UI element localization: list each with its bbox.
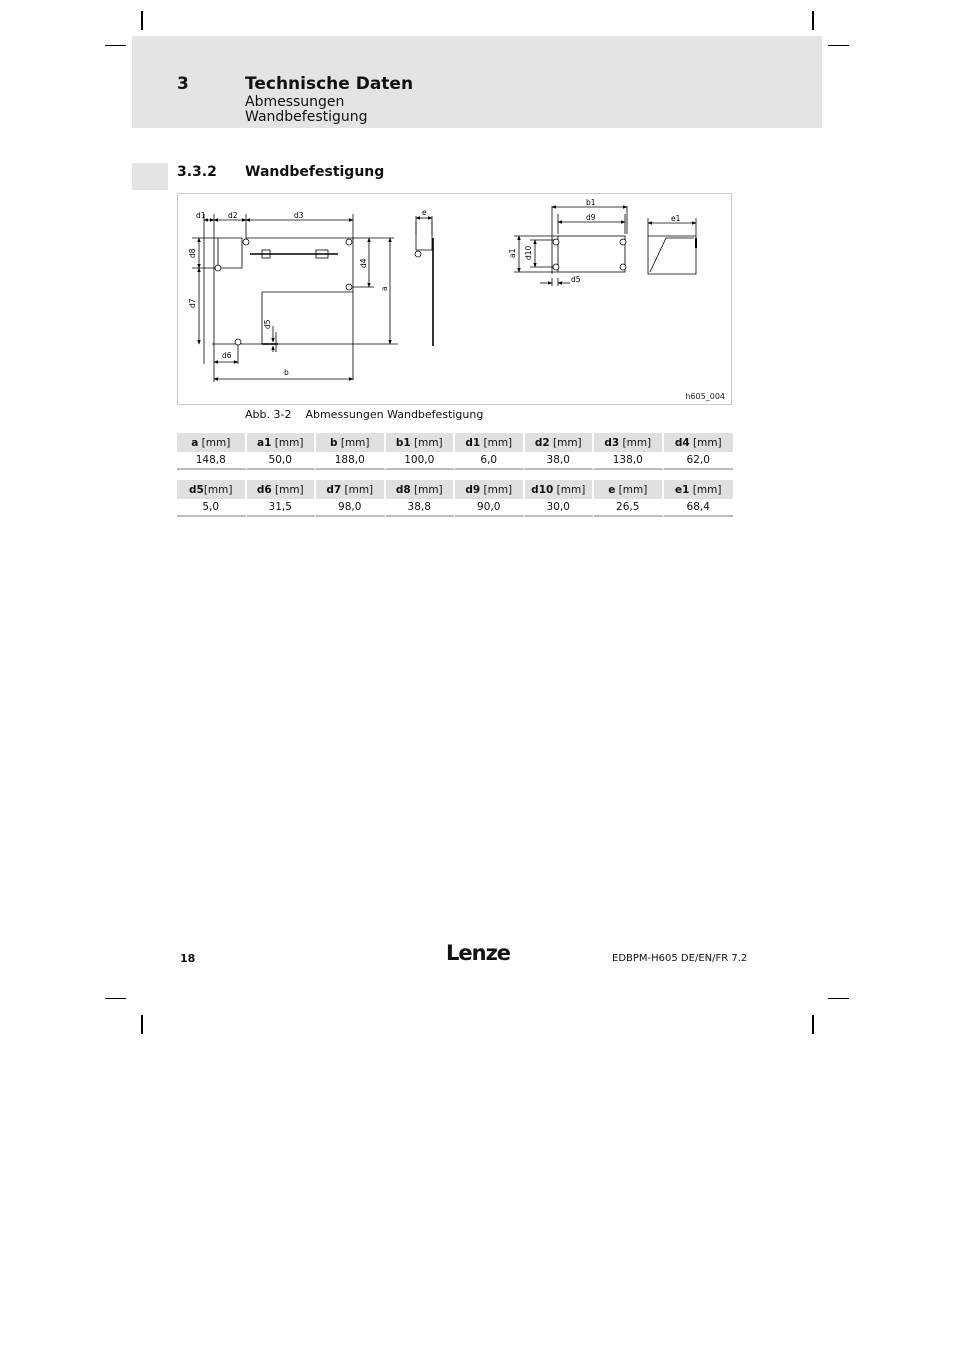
crop-mark xyxy=(812,1015,814,1034)
chapter-subtitle: Wandbefestigung xyxy=(245,109,368,125)
dim-label: a xyxy=(380,286,389,291)
chapter-subtitle: Abmessungen xyxy=(245,94,345,110)
crop-mark xyxy=(828,45,849,46)
dim-label: b xyxy=(284,368,289,377)
table-cell: 90,0 xyxy=(455,499,525,517)
dim-label: e xyxy=(422,208,427,217)
dim-label: d2 xyxy=(228,211,238,220)
table-row xyxy=(177,499,733,517)
dim-label: d8 xyxy=(188,248,197,258)
dimension-drawing xyxy=(177,193,732,405)
table-cell: 138,0 xyxy=(594,452,664,470)
table-header-cell: d3 [mm] xyxy=(594,433,664,452)
crop-mark xyxy=(105,998,126,999)
table-cell: 26,5 xyxy=(594,499,664,517)
table-header-row xyxy=(177,480,733,499)
table-row xyxy=(177,452,733,470)
crop-mark xyxy=(141,11,143,30)
table-header-cell: d1 [mm] xyxy=(455,433,525,452)
table-cell: 38,0 xyxy=(525,452,595,470)
lenze-logo: Lenze xyxy=(446,941,511,965)
table-cell: 6,0 xyxy=(455,452,525,470)
page-number: 18 xyxy=(180,952,196,965)
table-header-cell: d9 [mm] xyxy=(455,480,525,499)
dim-label: d9 xyxy=(586,213,596,222)
figure-caption xyxy=(245,408,483,421)
table-header-cell: d10 [mm] xyxy=(525,480,595,499)
crop-mark xyxy=(812,11,814,30)
dim-label: d1 xyxy=(196,211,206,220)
table-cell: 98,0 xyxy=(316,499,386,517)
dim-label: d3 xyxy=(294,211,304,220)
dim-label: d4 xyxy=(359,258,368,268)
table-header-cell: d8 [mm] xyxy=(386,480,456,499)
chapter-number: 3 xyxy=(177,74,189,94)
table-header-cell: d2 [mm] xyxy=(525,433,595,452)
table-header-cell: a1 [mm] xyxy=(247,433,317,452)
figure-code: h605_004 xyxy=(685,392,725,401)
plate-notch xyxy=(218,238,242,268)
table-header-cell: d6 [mm] xyxy=(247,480,317,499)
section-title: Wandbefestigung xyxy=(245,164,385,180)
table-header-cell: e1 [mm] xyxy=(664,480,734,499)
table-cell: 31,5 xyxy=(247,499,317,517)
dim-label: d6 xyxy=(222,351,232,360)
document-id: EDBPM-H605 DE/EN/FR 7.2 xyxy=(612,953,748,964)
chapter-title: Technische Daten xyxy=(245,74,414,94)
table-header-row xyxy=(177,433,733,452)
crop-mark xyxy=(141,1015,143,1034)
table-header-cell: d5[mm] xyxy=(177,480,247,499)
section-tab xyxy=(132,163,168,190)
table-cell: 5,0 xyxy=(177,499,247,517)
dim-label: e1 xyxy=(671,214,681,223)
table-cell: 100,0 xyxy=(386,452,456,470)
table-cell: 38,8 xyxy=(386,499,456,517)
dimensions-table-2 xyxy=(177,480,733,517)
figure-caption-text: Abmessungen Wandbefestigung xyxy=(305,408,484,421)
crop-mark xyxy=(105,45,126,46)
dimension-drawing-svg xyxy=(178,194,733,406)
dimensions-table-1 xyxy=(177,433,733,470)
table-cell: 50,0 xyxy=(247,452,317,470)
figure-caption-number: Abb. 3-2 xyxy=(245,408,292,421)
table-header-cell: d4 [mm] xyxy=(664,433,734,452)
table-header-cell: b [mm] xyxy=(316,433,386,452)
dim-label: d7 xyxy=(188,298,197,308)
table-header-cell: e [mm] xyxy=(594,480,664,499)
table-cell: 68,4 xyxy=(664,499,734,517)
table-cell: 62,0 xyxy=(664,452,734,470)
dim-label: b1 xyxy=(586,198,596,207)
table-cell: 148,8 xyxy=(177,452,247,470)
table-header-cell: b1 [mm] xyxy=(386,433,456,452)
table-header-cell: a [mm] xyxy=(177,433,247,452)
chapter-header-band xyxy=(132,36,822,128)
crop-mark xyxy=(828,998,849,999)
section-number: 3.3.2 xyxy=(177,164,217,180)
dim-label: d5 xyxy=(571,275,581,284)
table-header-cell: d7 [mm] xyxy=(316,480,386,499)
dim-label: d5 xyxy=(263,319,272,329)
table-cell: 188,0 xyxy=(316,452,386,470)
table-cell: 30,0 xyxy=(525,499,595,517)
dim-label: d10 xyxy=(524,245,533,260)
dim-label: a1 xyxy=(508,248,517,258)
